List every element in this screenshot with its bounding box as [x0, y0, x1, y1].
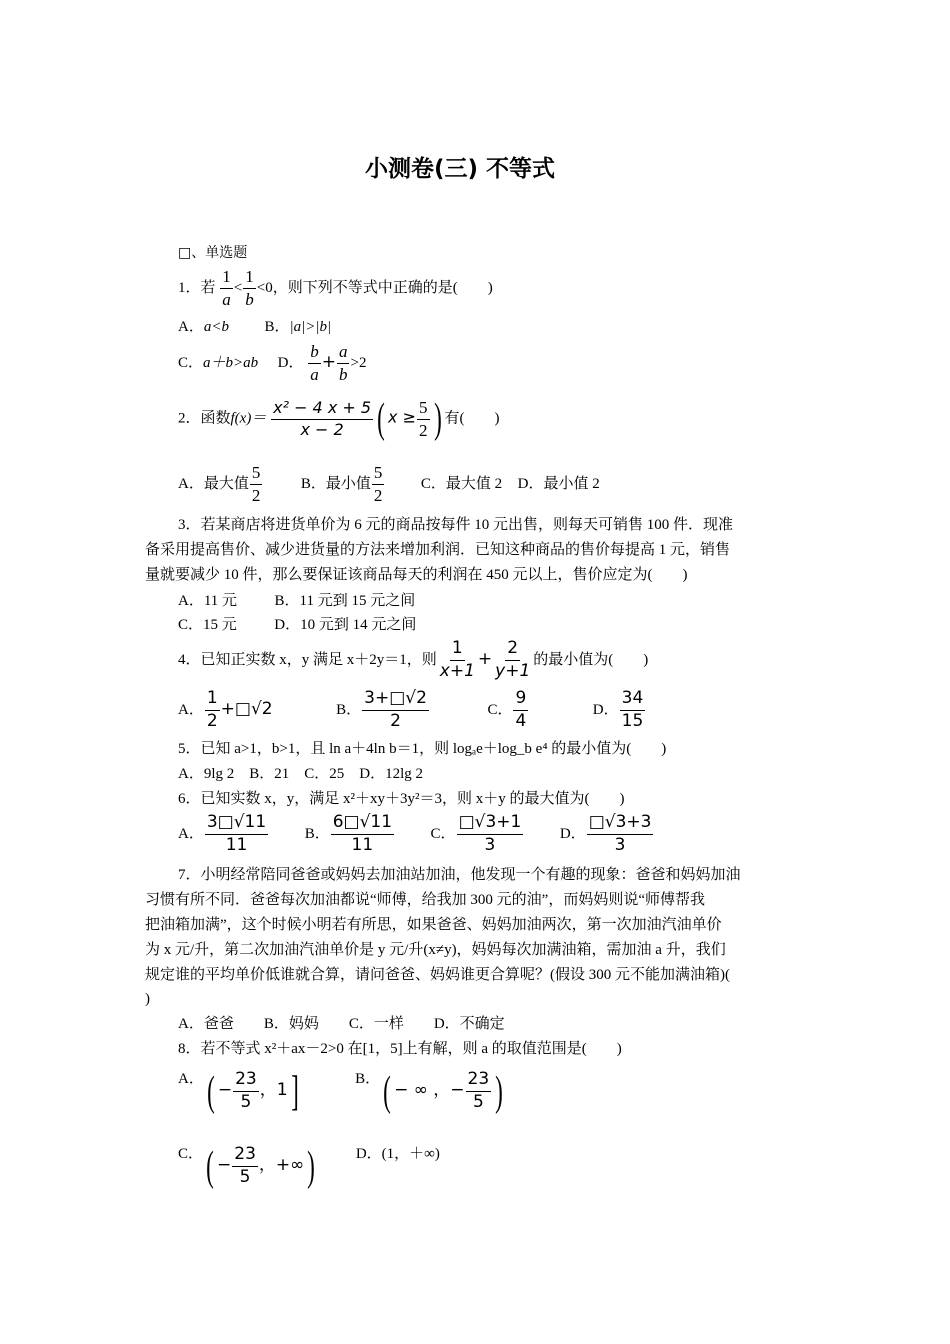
q4-a-frac: [205, 690, 220, 731]
q1-option-d-tail: >2: [350, 354, 367, 371]
q2-denominator: x − 2: [300, 419, 344, 439]
q6-stem: 6．已知实数 x，y，满足 x²＋xy＋3y²＝3，则 x＋y 的最大值为( ): [178, 791, 625, 807]
question-2: [178, 398, 500, 440]
q8-c-frac: [232, 1146, 258, 1187]
q6-option-d-label: D．: [559, 825, 586, 842]
q2-prefix: 2．函数: [178, 410, 231, 427]
q4-option-a-label: A．: [178, 701, 204, 718]
q8-b-left-paren: (: [383, 1068, 391, 1115]
q2-left-paren: (: [377, 396, 385, 442]
frac-num: 34: [620, 690, 646, 711]
frac-den: 5: [472, 1092, 484, 1113]
q1-stem-tail: <0，则下列不等式中正确的是( ): [256, 279, 493, 296]
frac-den: 11: [351, 834, 374, 855]
frac-den: 2: [390, 710, 401, 731]
q8-a-right-bracket: ]: [290, 1068, 299, 1115]
frac-den: 15: [621, 710, 644, 731]
q8-option-a-label: A．: [178, 1071, 204, 1087]
q2-option-c: C．最大值 2: [420, 475, 503, 492]
frac-num: □√3+1: [457, 814, 524, 835]
q2-b-frac: [372, 464, 385, 505]
q6-a-frac: [205, 814, 268, 855]
q8-b-minus: −: [450, 1080, 465, 1100]
q5-options: A．9lg 2 B．21 C．25 D．12lg 2: [178, 766, 424, 782]
frac-num: 2: [505, 640, 520, 661]
q8-c-right-paren: ): [307, 1143, 316, 1190]
question-1: [178, 268, 493, 309]
q4-frac-2: [493, 640, 532, 681]
q8-b-frac: [466, 1071, 492, 1112]
question-4: 4．已知正实数 x，y 满足 x＋2y＝1，则 $\frac{1}{x+1}$ + $\frac{2}{y+1}$ 的最小值为( ): [178, 638, 649, 681]
q8-a-frac: [233, 1071, 259, 1112]
frac-num: 5: [250, 464, 263, 485]
frac-num: 23: [232, 1146, 258, 1167]
q7-line-3: 把油箱加满”，这个时候小明若有所思，如果爸爸、妈妈加油两次，第一次加油汽油单价: [145, 917, 722, 933]
q6-c-frac: [457, 814, 524, 855]
q8-b-right-paren: ): [495, 1068, 504, 1115]
frac-num: 3□√11: [205, 814, 268, 835]
q8-a-comma: ，: [259, 1080, 277, 1100]
q4-prefix: 4．已知正实数 x，y 满足 x＋2y＝1，则: [178, 651, 437, 668]
frac-den: 2: [373, 485, 383, 505]
frac-num: 3+□√2: [362, 690, 429, 711]
q1-option-d-label: D．: [277, 354, 304, 371]
q3-option-c: C．15 元: [178, 617, 237, 633]
q2-stem-tail: 有( ): [444, 410, 500, 427]
q1-frac-num: 1: [220, 268, 233, 289]
frac-den: 3: [484, 834, 496, 855]
q8-a-minus: −: [217, 1080, 233, 1100]
q6-d-frac: [587, 814, 654, 855]
q2-numerator: x² − 4 x + 5: [271, 400, 373, 420]
q2-options: [178, 464, 600, 505]
q2-a-frac: [250, 464, 263, 505]
q2-right-paren: ): [433, 396, 442, 442]
frac-den: 11: [225, 834, 248, 855]
frac-num: 23: [233, 1071, 259, 1092]
q7-options: A．爸爸 B．妈妈 C．一样 D．不确定: [178, 1016, 505, 1032]
frac-den: a: [310, 364, 319, 384]
q1-options-ab: [178, 318, 331, 336]
q8-c-left-paren: (: [206, 1143, 214, 1190]
q2-domain-fraction: [417, 399, 430, 440]
frac-num: a: [337, 343, 350, 364]
q8-c-minus: −: [217, 1155, 232, 1175]
q8-a-upper: 1: [276, 1080, 288, 1100]
frac-den: b: [338, 364, 348, 384]
q8-option-d: D．(1，＋∞): [355, 1146, 440, 1162]
q4-options: [178, 690, 646, 731]
q7-line-6: ): [145, 991, 150, 1007]
frac-num: 23: [466, 1071, 492, 1092]
frac-num: 6□√11: [331, 814, 394, 835]
q4-option-d-label: D．: [592, 701, 619, 718]
q1-lt: <: [233, 279, 243, 296]
q1-option-a: a<b: [203, 319, 229, 335]
q3-option-b: B．11 元到 15 元之间: [274, 593, 416, 609]
q1-frac-1-over-a: [220, 268, 233, 309]
q7-line-1: 7．小明经常陪同爸爸或妈妈去加油站加油，他发现一个有趣的现象：爸爸和妈妈加油: [178, 867, 741, 883]
frac-den: y+1: [495, 660, 531, 681]
q1-frac-1-over-b: [243, 268, 256, 309]
q8-options-cd: [178, 1145, 440, 1188]
q3-line-3: 量就要减少 10 件，那么要保证该商品每天的利润在 450 元以上，售价应定为( ): [145, 567, 688, 583]
q3-line-2: 备采用提高售价、减少进货量的方法来增加利润．已知这种商品的售价每提高 1 元，销售: [145, 542, 731, 558]
q3-option-a: A．11 元: [178, 593, 238, 609]
q1-d-frac-b-over-a: [308, 343, 321, 384]
q6-option-b-label: B．: [304, 825, 330, 842]
q7-line-4: 为 x 元/升，第二次加油汽油单价是 y 元/升(x≠y)，妈妈每次加满油箱，需加油 a 升，我们: [145, 942, 726, 958]
q3-option-d: D．10 元到 14 元之间: [274, 617, 417, 633]
q8-c-upper: +∞: [275, 1155, 305, 1175]
frac-num: 1: [205, 690, 220, 711]
q1-frac-den: a: [222, 289, 231, 309]
q8-b-lower: − ∞ ，: [394, 1080, 451, 1100]
frac-den: x+1: [439, 660, 475, 681]
q8-option-b-label: B．: [355, 1071, 381, 1087]
q1-prefix: 1．若: [178, 279, 216, 296]
frac-den: 4: [515, 710, 527, 731]
q1-option-b: |a|>|b|: [289, 319, 332, 335]
q8-a-left-paren: (: [206, 1068, 215, 1115]
frac-num: 5: [372, 464, 385, 485]
q6-option-c-label: C．: [430, 825, 456, 842]
q4-stem-tail: 的最小值为( ): [533, 651, 649, 668]
q6-options: [178, 814, 654, 855]
q1-option-a-label: A．: [178, 319, 204, 335]
frac-num: 5: [417, 399, 430, 420]
q4-frac-1: [438, 640, 477, 681]
q4-d-frac: [620, 690, 646, 731]
frac-den: 2: [419, 420, 428, 440]
frac-num: □√3+3: [587, 814, 654, 835]
q2-option-d: D．最小值 2: [517, 475, 600, 492]
q1-option-c: a＋b>ab: [203, 354, 259, 371]
q1-frac-num: 1: [243, 268, 256, 289]
section-heading: □、单选题: [178, 245, 248, 261]
q6-b-frac: [331, 814, 394, 855]
q2-option-a: A．最大值: [178, 475, 249, 492]
q4-b-frac: [362, 690, 429, 731]
q1-frac-den: b: [245, 289, 254, 309]
frac-den: 5: [240, 1092, 252, 1113]
frac-den: 3: [614, 834, 626, 855]
q7-line-5: 规定谁的平均单价低谁就合算，请问爸爸、妈妈谁更合算呢？(假设 300 元不能加满油箱)(: [145, 967, 730, 983]
q8-stem: 8．若不等式 x²＋ax－2>0 在[1，5]上有解，则 a 的取值范围是( ): [178, 1041, 622, 1057]
q3-line-1: 3．若某商店将进货单价为 6 元的商品按每件 10 元出售，则每天可销售 100 件．现准: [178, 517, 734, 533]
q4-option-b-label: B．: [336, 701, 362, 718]
frac-den: 2: [206, 710, 218, 731]
q7-line-2: 习惯有所不同．爸爸每次加油都说“师傅，给我加 300 元的油”，而妈妈则说“师傅帮我: [145, 892, 705, 908]
q4-c-frac: [513, 690, 528, 731]
q2-function-fraction: [271, 397, 373, 439]
frac-num: b: [308, 343, 321, 364]
frac-num: 9: [513, 690, 528, 711]
q4-option-c-label: C．: [487, 701, 513, 718]
q1-option-b-label: B．: [264, 319, 290, 335]
frac-den: 2: [251, 485, 261, 505]
q1-options-cd: C．a＋b>ab D． $\frac{b}{a}$ + $\frac{a}{b}$ >2: [178, 342, 367, 384]
q2-option-b: B．最小值: [300, 475, 371, 492]
q1-d-frac-a-over-b: [337, 343, 350, 384]
frac-den: 5: [239, 1167, 251, 1188]
q3-options-ab: [178, 592, 415, 610]
q2-domain-condition: x ≥: [388, 407, 417, 427]
q5-stem: 5．已知 a>1，b>1，且 ln a＋4ln b＝1，则 logₐe＋log_b e⁴ 的最小值为( ): [178, 741, 667, 757]
page-title: 小测卷(三) 不等式: [365, 156, 556, 182]
q8-c-comma: ，: [258, 1155, 276, 1175]
frac-num: 1: [450, 640, 465, 661]
q2-function-name: f(x)＝: [230, 410, 267, 427]
q6-option-a-label: A．: [178, 825, 204, 842]
q8-option-c-label: C．: [178, 1146, 204, 1162]
q1-option-c-label: C．: [178, 354, 204, 371]
q8-options-ab: [178, 1070, 506, 1113]
q4-a-rest: +□√2: [220, 698, 273, 719]
q3-options-cd: [178, 616, 416, 634]
